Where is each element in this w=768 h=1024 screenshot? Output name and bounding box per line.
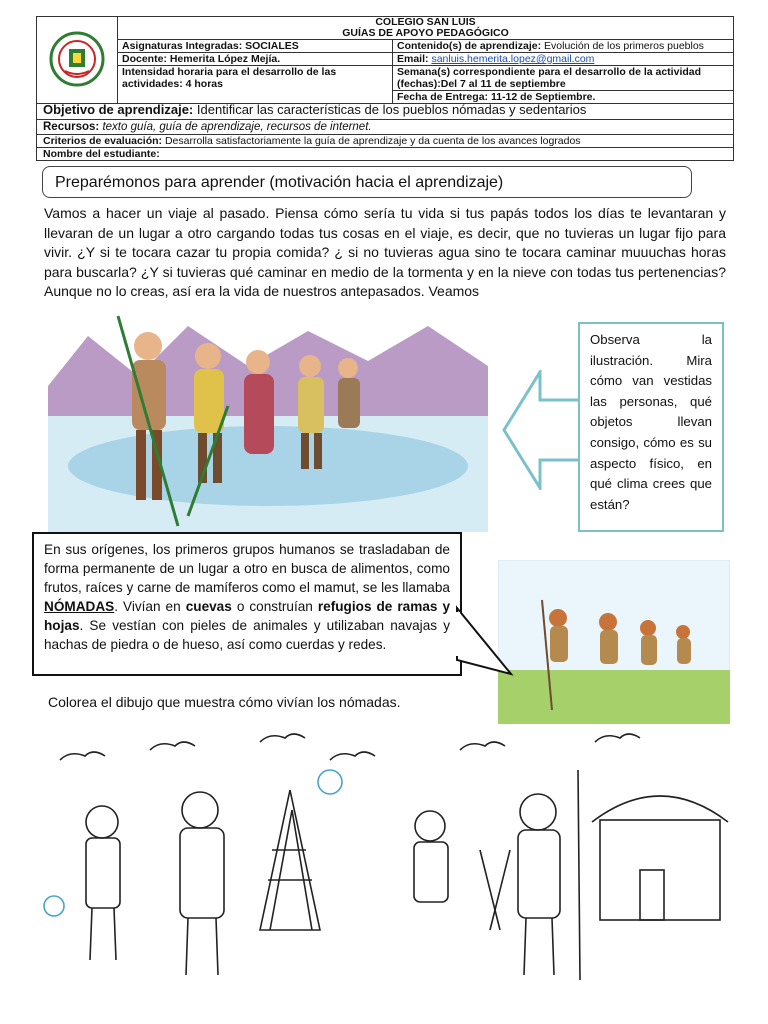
subjects-value: SOCIALES xyxy=(245,40,299,52)
observe-instructions-box: Observa la ilustración. Mira cómo van vestidas las personas, qué objetos llevan consigo, cómo es su aspecto físico, en qué clima crees que están? xyxy=(578,322,724,532)
nomads-snow-illustration xyxy=(48,306,488,532)
cloud-icon xyxy=(150,742,195,750)
cloud-icon xyxy=(60,752,105,760)
nomads-walking-illustration xyxy=(498,560,730,724)
cloud-icon xyxy=(330,752,375,760)
callout-pointer xyxy=(455,600,515,680)
objective-value: Identificar las características de los pueblos nómadas y sedentarios xyxy=(196,102,587,117)
cloud-icon xyxy=(460,742,505,750)
callout-text-2: . Vivían en xyxy=(114,599,186,614)
subjects-label: Asignaturas Integradas: xyxy=(122,40,243,52)
school-seal-icon xyxy=(49,31,105,87)
objective-row xyxy=(36,101,734,120)
coloring-drawings xyxy=(40,730,740,1000)
email-link[interactable]: sanluis.hemerita.lopez@gmail.com xyxy=(431,53,595,65)
week-text: Semana(s) correspondiente para el desarrollo de la actividad (fechas):Del 7 al 11 de septiembre xyxy=(393,66,734,91)
student-label: Nombre del estudiante: xyxy=(43,148,160,160)
nomad-figure xyxy=(338,358,360,428)
delivery-date: Fecha de Entrega: 11-12 de Septiembre. xyxy=(393,91,734,104)
cloud-icon xyxy=(595,734,640,742)
criteria-label: Criterios de evaluación: xyxy=(43,135,163,147)
school-name: COLEGIO SAN LUIS xyxy=(375,16,476,28)
school-logo-cell xyxy=(37,17,118,104)
resources-row xyxy=(36,120,734,135)
callout-text-1: En sus orígenes, los primeros grupos humanos se trasladaban de forma permanente de un lugar a otro en busca de alimentos, como frutos, raíces y carne de mamíferos como el mamut, se les llamaba xyxy=(44,542,450,595)
guide-title: GUÍAS DE APOYO PEDAGÓGICO xyxy=(342,27,509,39)
student-name-row[interactable] xyxy=(36,148,734,161)
refugios-term: refugios de ramas y hojas xyxy=(44,599,451,633)
coloring-instruction: Colorea el dibujo que muestra cómo vivían los nómadas. xyxy=(48,694,401,710)
motivation-heading: Preparémonos para aprender (motivación hacia el aprendizaje) xyxy=(42,166,692,198)
hours-text: Intensidad horaria para el desarrollo de las actividades: 4 horas xyxy=(118,66,393,104)
content-value: Evolución de los primeros pueblos xyxy=(544,40,704,52)
objective-label: Objetivo de aprendizaje: xyxy=(43,102,194,117)
criteria-row xyxy=(36,135,734,148)
header-table xyxy=(36,16,734,104)
resources-label: Recursos: xyxy=(43,121,100,133)
nomads-definition-callout xyxy=(32,532,462,676)
teacher-name: Docente: Hemerita López Mejía. xyxy=(118,53,393,66)
callout-text-3: o construían xyxy=(231,599,318,614)
resources-value: texto guía, guía de aprendizaje, recursos de internet. xyxy=(102,121,372,133)
callout-text-4: . Se vestían con pieles de animales y utilizaban navajas y hachas de piedra o de hueso, así como cuerdas y redes. xyxy=(44,618,450,652)
content-label: Contenido(s) de aprendizaje: xyxy=(397,40,542,52)
arrow-left-icon xyxy=(500,370,582,490)
cloud-icon xyxy=(260,734,305,742)
intro-paragraph: Vamos a hacer un viaje al pasado. Piensa cómo sería tu vida si tus papás todos los días te levantaran y llevaran de un lugar a otro cargando todas tus cosas en el viaje, es decir, que no tuvieras un lugar fijo para vivir. ¿Y si te tocara cazar tu propia comida? ¿ si no tuvieras agua sino te tocara caminar muuuchas horas para buscarla? ¿Y si tuvieras qué caminar en medio de la tormenta y en la nieve con todas tus pertenencias? Aunque no lo creas, así era la vida de nuestros antepasados. Veamos xyxy=(44,205,726,299)
email-label: Email: xyxy=(397,53,429,65)
cuevas-term: cuevas xyxy=(185,599,232,614)
criteria-value: Desarrolla satisfactoriamente la guía de aprendizaje y da cuenta de los avances logrados xyxy=(164,135,581,147)
nomadas-term: NÓMADAS xyxy=(44,599,115,614)
